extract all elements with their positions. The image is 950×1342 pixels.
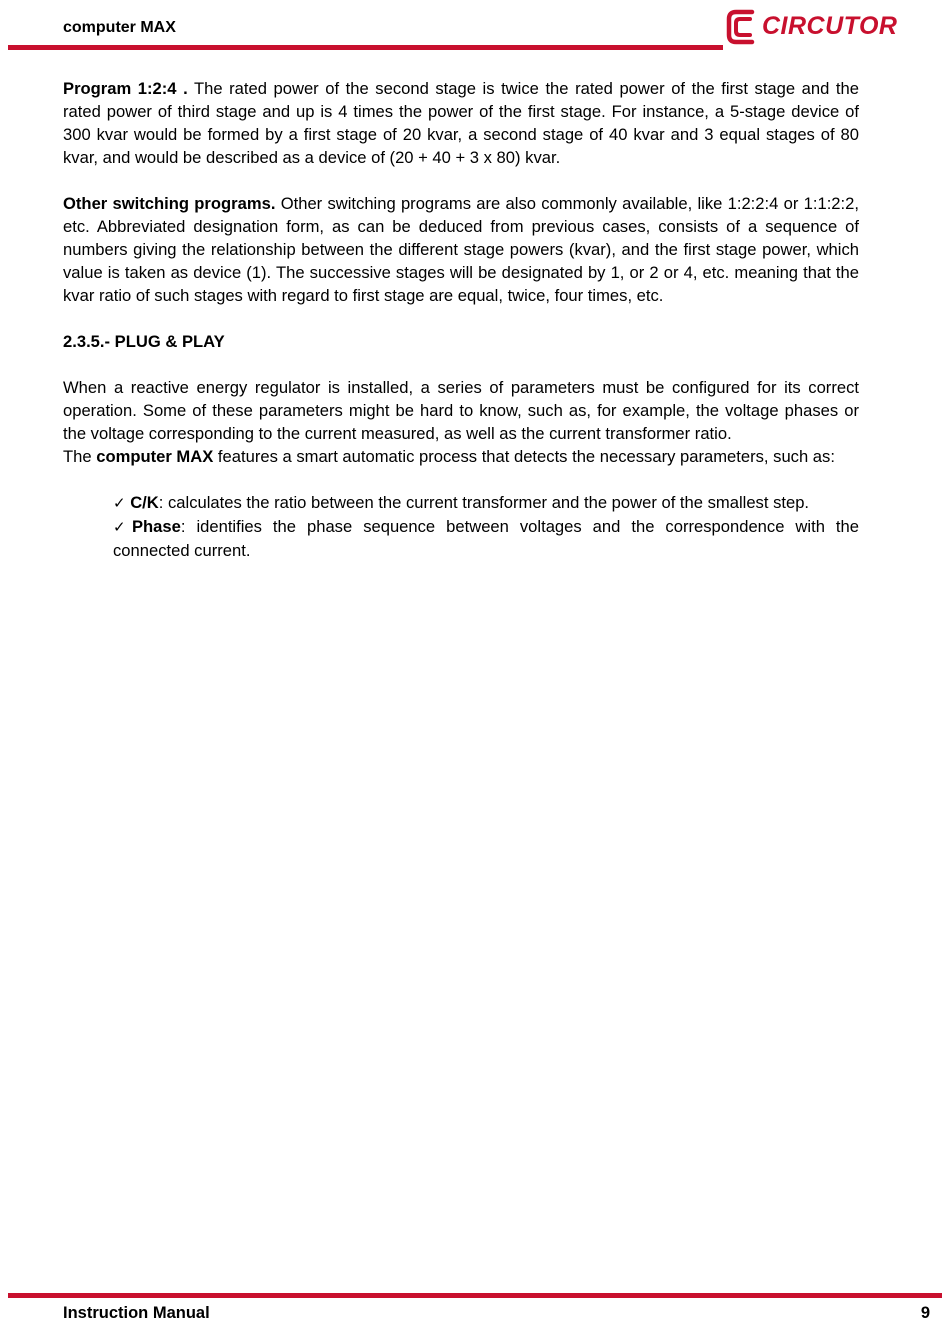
list-item-text: : calculates the ratio between the current transformer and the power of the smallest step. <box>158 493 810 512</box>
program-124-lead: Program 1:2:4 . <box>63 79 188 98</box>
program-124-paragraph <box>63 77 859 169</box>
other-programs-lead: Other switching programs. <box>63 194 276 213</box>
other-programs-text: Other switching programs are also commonly available, like 1:2:2:4 or 1:1:2:2, etc. Abbreviated designation form, as can be deduced from previous cases, consists of a sequence of numbers giving the relationship between the different stage powers (kvar), and the first stage power, which value is taken as device (1). The successive stages will be designated by 1, or 2 or 4, etc. meaning that the kvar ratio of such stages with regard to first stage are equal, twice, four times, etc. <box>63 194 859 305</box>
list-item <box>113 491 859 515</box>
header-divider <box>8 45 723 50</box>
program-124-text: The rated power of the second stage is twice the rated power of the first stage and the rated power of third stage and up is 4 times the power of the first stage. For instance, a 5-stage device of 300 kvar would be formed by a first stage of 20 kvar, a second stage of 40 kvar and 3 equal stages of 80 kvar, and would be described as a device of (20 + 40 + 3 x 80) kvar. <box>63 79 859 167</box>
other-programs-paragraph <box>63 192 859 307</box>
footer-manual-label: Instruction Manual <box>63 1304 210 1322</box>
header-title: computer MAX <box>63 19 176 36</box>
product-name: computer MAX <box>96 447 214 466</box>
section-heading-plug-play: 2.3.5.- PLUG & PLAY <box>63 332 225 351</box>
circutor-logo-mark-icon <box>726 8 760 46</box>
feature-list <box>113 491 859 562</box>
checkmark-icon: ✓ <box>113 518 132 536</box>
checkmark-icon: ✓ <box>113 494 126 512</box>
plug-play-paragraph-1: When a reactive energy regulator is installed, a series of parameters must be configured for its correct operation. Some of these parameters might be hard to know, such as, for example, the voltage phases or the voltage corresponding to the current measured, as well as the current transformer ratio. <box>63 378 859 443</box>
plug-play-paragraph-2: The computer MAX features a smart automatic process that detects the necessary parameters, such as: <box>63 447 835 466</box>
logo-wordmark: CIRCUTOR <box>762 12 898 40</box>
list-item-text: : identifies the phase sequence between voltages and the correspondence with the connected current. <box>113 517 859 560</box>
list-item <box>113 515 859 562</box>
list-item-label: C/K <box>130 493 159 512</box>
page-content <box>63 77 859 562</box>
circutor-logo <box>726 8 904 46</box>
page-number: 9 <box>920 1304 930 1322</box>
list-item-label: Phase <box>131 517 181 536</box>
footer-divider <box>8 1293 942 1298</box>
